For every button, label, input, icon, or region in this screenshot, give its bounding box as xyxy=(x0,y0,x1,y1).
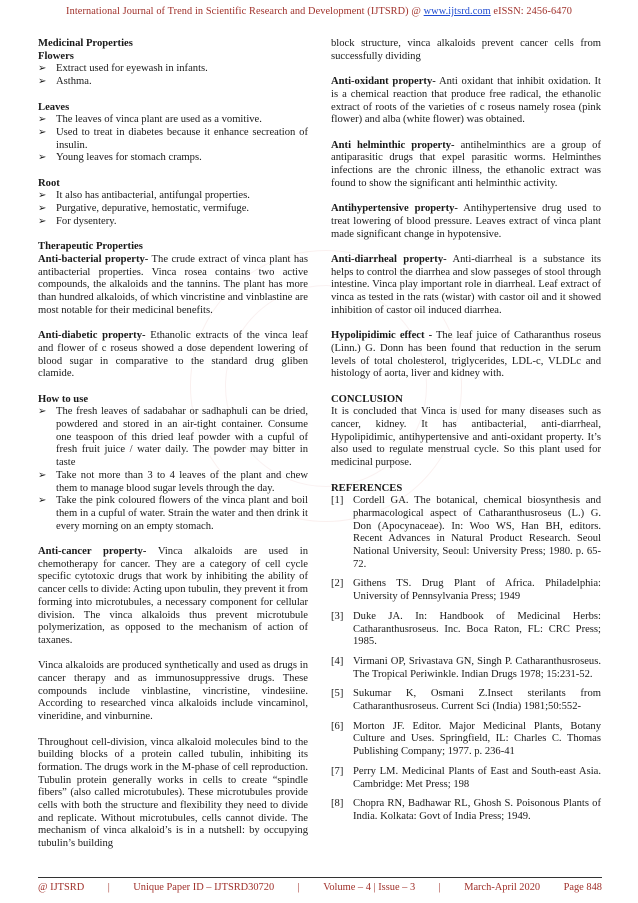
antihypertensive-text: Antihypertensive drug used to treat lowering of blood pressure. Leaves extract of vinca plant made significant change in hypotensive. xyxy=(331,203,601,240)
antidiabetic-paragraph xyxy=(38,330,308,381)
reference-number: [8] xyxy=(331,798,344,810)
list-item: ➢ The leaves of vinca plant are used as a vomitive. xyxy=(38,114,308,127)
antihypertensive-paragraph xyxy=(331,203,601,241)
leaves-heading: Leaves xyxy=(38,101,70,113)
reference-number: [7] xyxy=(331,765,344,777)
anticancer-paragraph xyxy=(38,546,308,648)
references-heading: REFERENCES xyxy=(331,482,403,494)
list-item: ➢ The fresh leaves of sadabahar or sadhaphuli can be dried, powdered and stored in an air-tight container. Consume one teaspoon of this dried leaf powder with a cupful of fresh fruit juice / water daily. The powder may bitter in taste xyxy=(38,406,308,470)
reference-text: Duke JA. In: Handbook of Medicinal Herbs: Catharanthusroseus. Inc. Boca Raton, FL: CRC Press; 1985. xyxy=(353,610,601,648)
anticancer-label: Anti-cancer property- xyxy=(38,546,147,558)
how-to-use-list xyxy=(38,406,308,533)
reference-item xyxy=(331,611,601,649)
journal-link[interactable]: www.ijtsrd.com xyxy=(423,6,491,17)
footer-volume: Volume – 4 | Issue – 3 xyxy=(323,882,416,893)
antihelminthic-paragraph xyxy=(331,140,601,191)
header-suffix: eISSN: 2456-6470 xyxy=(490,6,572,17)
antidiabetic-label: Anti-diabetic property- xyxy=(38,330,146,342)
reference-number: [2] xyxy=(331,578,344,590)
footer-divider xyxy=(38,877,602,878)
antibacterial-label: Anti-bacterial property- xyxy=(38,253,149,265)
footer-site: @ IJTSRD xyxy=(38,882,85,893)
reference-number: [6] xyxy=(331,720,344,732)
antioxidant-text: Anti oxidant that inhibit oxidation. It is a chemical reaction that produce free radical, the ethanolic extract of roots of the varieties of c roseus namely rosea (pink flower) and alba (white flower) was obtained. xyxy=(331,76,602,126)
reference-item xyxy=(331,798,601,823)
journal-header xyxy=(0,6,638,17)
footer-separator: | xyxy=(438,882,441,893)
root-heading: Root xyxy=(38,177,60,189)
list-item: ➢ Take the pink coloured flowers of the vinca plant and boil them in a cupful of water. Strain the water and then drink it every morning on an empty stomach. xyxy=(38,495,308,533)
reference-number: [3] xyxy=(331,610,344,622)
antibacterial-text: The crude extract of vinca plant has antibacterial properties. Vinca rosea contains two active compounds, the alkaloids and the tannins. The plant has more than hundred alkaloids, of which vincristine and vinblastine are most notable for their medicinal benefits. xyxy=(38,253,308,316)
footer-date: March-April 2020 xyxy=(464,882,541,893)
antidiarrheal-label: Anti-diarrheal property- xyxy=(331,253,447,265)
reference-text: Githens TS. Drug Plant of Africa. Philadelphia: University of Pennsylvania Press; 1949 xyxy=(353,578,601,603)
anticancer-text: Vinca alkaloids are used in chemotherapy for cancer. They are a category of cell cycle specific cytotoxic drugs that work by inhibiting the ability of cancer cells to divide: Acting upon tubulin, they prevent it from forming into microtubules, a necessary component for cellular division. The vinca alkaloids thus prevent microtubule polymerization, as opposed to the mechanism of action of taxanes. xyxy=(38,546,309,646)
reference-text: Cordell GA. The botanical, chemical biosynthesis and pharmacological aspect of Catharanthusroseus (L.) G. Don (Apocynaceae). In: Woo WS, Han BH, editors. Recent Advances in Natural Product Research. Seoul National University, Seoul: University Press; 1980. p. 65-72. xyxy=(353,495,601,570)
reference-item xyxy=(331,688,601,713)
antibacterial-paragraph xyxy=(38,254,308,318)
footer-paper-id: Unique Paper ID – IJTSRD30720 xyxy=(133,882,275,893)
antioxidant-label: Anti-oxidant property- xyxy=(331,76,436,88)
footer-separator: | xyxy=(297,882,300,893)
antidiarrheal-text: Anti-diarrheal is a substance its helps to control the diarrhea and slow passeges of stool through intestine. Vinca play important role in diarrheal. Leaf extract of vinca as tested in the rats (wistar) with castor oil and it showed inhibition of castor oil induced diarrhea. xyxy=(331,253,601,316)
medicinal-properties-heading: Medicinal Properties xyxy=(38,38,133,49)
conclusion-paragraph: It is concluded that Vinca is used for many diseases such as cancer, kidney. It has antibacterial, anti-diarrheal, Hypolipidimic, antihypertensive and anti-oxidant property. It’s also used to regulate menstrual cycle. So this plant used for medicinal purpose. xyxy=(331,406,601,469)
list-item: ➢ Used to treat in diabetes because it enhance secreation of insulin. xyxy=(38,127,308,152)
hypolipidimic-text: The leaf juice of Catharanthus roseus (Linn.) G. Donn has been found that reduction in the serum levels of total cholesterol, triglycerides, LDL-c, VLDLc and histology of aorta, liver and kidney with. xyxy=(331,330,601,380)
reference-text: Morton JF. Editor. Major Medicinal Plants, Botany Culture and Uses. Springfield, IL: Charles C. Thomas Publishing Company; 1977. p. 236-41 xyxy=(353,720,601,758)
therapeutic-properties-heading: Therapeutic Properties xyxy=(38,241,143,253)
footer-separator: | xyxy=(107,882,110,893)
reference-item xyxy=(331,656,601,681)
list-item: ➢ It also has antibacterial, antifungal properties. xyxy=(38,190,308,203)
leaves-list xyxy=(38,114,308,165)
reference-text: Sukumar K, Osmani Z.Insect sterilants from Catharanthusroseus. Current Sci (India) 1981;50:552- xyxy=(353,688,601,713)
reference-text: Chopra RN, Badhawar RL, Ghosh S. Poisonous Plants of India. Kolkata: Govt of India Press; 1949. xyxy=(353,798,601,822)
right-column xyxy=(331,38,601,831)
antidiarrheal-paragraph xyxy=(331,254,601,318)
reference-number: [1] xyxy=(331,495,344,507)
conclusion-heading: CONCLUSION xyxy=(331,393,403,405)
hypolipidimic-paragraph xyxy=(331,330,601,381)
antihypertensive-label: Antihypertensive property- xyxy=(331,203,458,215)
list-item: ➢ Young leaves for stomach cramps. xyxy=(38,152,308,165)
flowers-list xyxy=(38,63,308,88)
list-item: ➢ For dysentery. xyxy=(38,216,308,229)
left-column xyxy=(38,38,308,851)
header-prefix: International Journal of Trend in Scientific Research and Development (IJTSRD) @ xyxy=(66,6,424,17)
list-item: ➢ Purgative, depurative, hemostatic, vermifuge. xyxy=(38,203,308,216)
antioxidant-paragraph xyxy=(331,76,601,127)
reference-number: [5] xyxy=(331,688,344,700)
vinca-alkaloids-paragraph: Vinca alkaloids are produced synthetically and used as drugs in cancer therapy and as immunosuppressive drugs. These compounds include vinblastine, vincristine, vindesiine. According to researched vinca alkaloids include vincaminol, vineridine, and vinburnine. xyxy=(38,660,308,723)
reference-item xyxy=(331,721,601,759)
flowers-heading: Flowers xyxy=(38,50,74,62)
list-item: ➢ Extract used for eyewash in infants. xyxy=(38,63,308,76)
references-list xyxy=(331,495,601,823)
continued-paragraph: block structure, vinca alkaloids prevent cancer cells from successfully dividing xyxy=(331,38,601,62)
list-item: ➢ Take not more than 3 to 4 leaves of the plant and chew them to manage blood sugar levels through the day. xyxy=(38,470,308,495)
page-footer xyxy=(38,882,602,893)
antidiabetic-text: Ethanolic extracts of the vinca leaf and flower of c roseus showed a dose dependent lowering of blood sugar in comparative to the standard drug gliben clamide. xyxy=(38,330,308,380)
antihelminthic-label: Anti helminthic property- xyxy=(331,139,455,151)
reference-item xyxy=(331,766,601,791)
list-item: ➢ Asthma. xyxy=(38,76,308,89)
root-list xyxy=(38,190,308,228)
reference-text: Virmani OP, Srivastava GN, Singh P. Catharanthusroseus. The Tropical Periwinkle. Indian Drugs 1978; 15:231-52. xyxy=(353,655,601,680)
footer-page: Page 848 xyxy=(563,882,602,893)
reference-item xyxy=(331,578,601,603)
reference-item xyxy=(331,495,601,571)
reference-text: Perry LM. Medicinal Plants of East and South-east Asia. Cambridge: Met Press; 198 xyxy=(353,765,601,790)
cell-division-paragraph: Throughout cell-division, vinca alkaloid molecules bind to the building blocks of a protein called tubulin, inhibiting its formation. The drugs work in the M-phase of cell reproduction. Tubulin protein generally works in cells to create “spindle fibers” (also called microtubules). These microtubules provide cells with both the structure and flexibility they need to divide and replicate. Without microtubules, cells cannot divide. The mechanism of vinca alkaloid’s is in a nutshell: by occupying tubulin’s building xyxy=(38,736,308,850)
reference-number: [4] xyxy=(331,655,344,667)
antihelminthic-text: antihelminthics are a group of antiparasitic drugs that expel parasitic worms. Helminthes infections are the chronic illness, the ethanolic extract was found to show the significant anti helminthic activity. xyxy=(331,139,601,189)
hypolipidimic-label: Hypolipidimic effect - xyxy=(331,330,433,342)
how-to-use-heading: How to use xyxy=(38,393,89,405)
